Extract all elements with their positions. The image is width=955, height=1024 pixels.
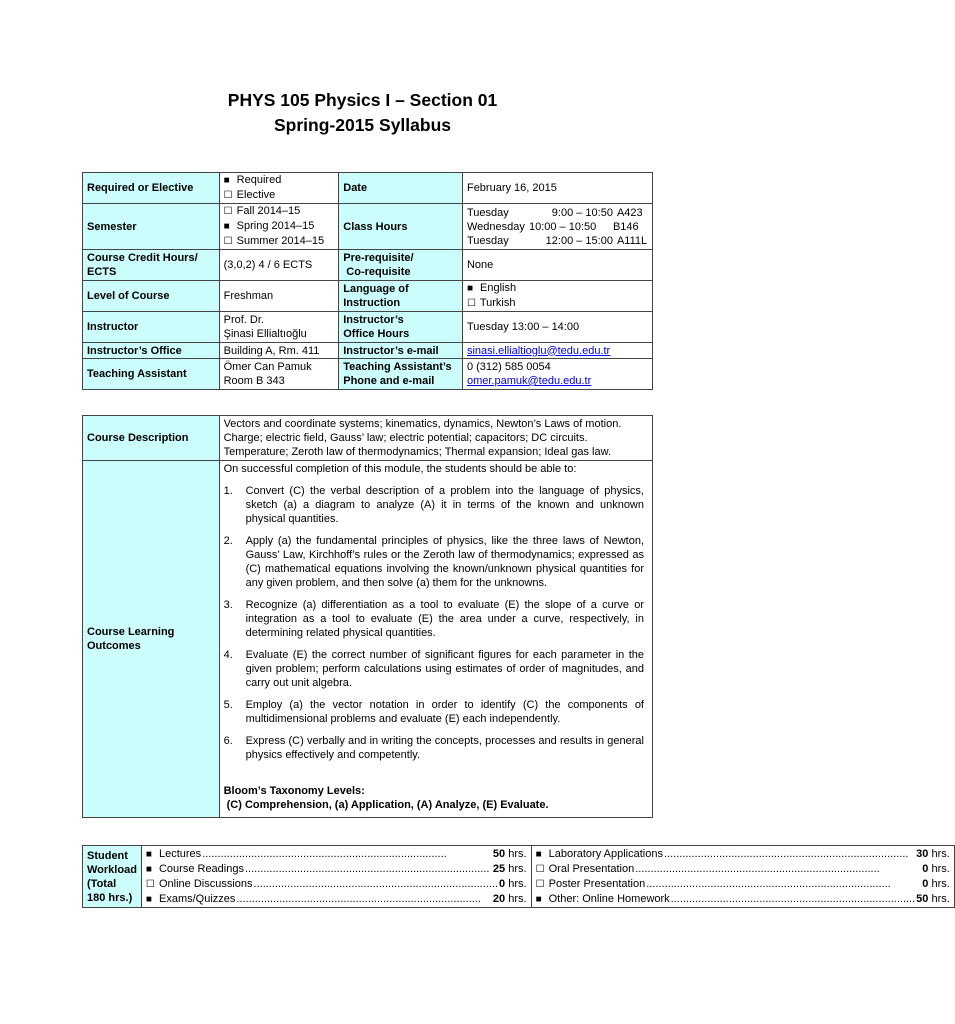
office-label: Instructor’s Office [83, 343, 220, 359]
required-elective-label: Required or Elective [83, 173, 220, 204]
workload-item: ■ Other: Online Homework ..... 50 hrs. [536, 892, 950, 907]
unchecked-box-icon: ☐ [535, 878, 545, 890]
office-hours-label-2: Office Hours [343, 328, 410, 340]
ta-name: Ömer Can Pamuk [223, 361, 312, 373]
semester-summer: Summer 2014–15 [236, 235, 325, 247]
ta-contact-label-2: Phone and e-mail [343, 375, 435, 387]
list-item: 1. Convert (C) the verbal description of a problem into the language of physics, sketch (a) a diagram to analyze (A) it in terms of the known and unknown physical quantities. [223, 485, 644, 525]
page-subtitle: Spring-2015 Syllabus [273, 115, 451, 135]
ta-label: Teaching Assistant [83, 359, 220, 390]
checked-box-icon: ■ [535, 848, 542, 860]
outcomes-label: Course Learning [87, 626, 175, 638]
class-time: 12:00 – 15:00 [545, 234, 613, 247]
bloom-title: Bloom’s Taxonomy Levels: [223, 785, 365, 797]
office-hours-label: Instructor’s [343, 314, 404, 326]
workload-label: Student [87, 849, 128, 862]
level-value: Freshman [219, 281, 339, 312]
language-turkish: Turkish [479, 297, 516, 309]
workload-item: ☐ Oral Presentation ..... 0 hrs. [536, 862, 950, 877]
list-item: 2. Apply (a) the fundamental principles of physics, like the three laws of Newton, Gauss’ Law, Kirchhoff’s rules or the Zeroth law of thermodynamics; expressed as (C) mathematical equations involving the known/unknown physical quantities for any given problem, and then solve (a) them for the unknowns. [223, 535, 644, 589]
unchecked-box-icon: ☐ [223, 190, 233, 201]
bloom-levels: (C) Comprehension, (a) Application, (A) Analyze, (E) Evaluate. [223, 799, 549, 811]
class-time: 10:00 – 10:50 [528, 220, 597, 233]
semester-spring: Spring 2014–15 [236, 220, 315, 232]
checked-box-icon: ■ [223, 175, 230, 186]
unchecked-box-icon: ☐ [466, 298, 476, 309]
level-label: Level of Course [83, 281, 220, 312]
checked-box-icon: ■ [466, 283, 474, 294]
outcomes-list [224, 484, 644, 762]
course-info-table [82, 172, 653, 390]
workload-label-2: Workload [87, 863, 137, 876]
course-content-table [82, 415, 653, 818]
list-item: 4. Evaluate (E) the correct number of significant figures for each parameter in the given problem; perform calculations using estimates of order of magnitudes, and carry out unit algebra. [223, 649, 644, 689]
list-item: 3. Recognize (a) differentiation as a tool to evaluate (E) the slope of a curve or integration as a tool to evaluate (E) the area under a curve, respectively, in determining related physical quantities. [223, 599, 644, 639]
date-value: February 16, 2015 [462, 173, 652, 204]
language-english: English [480, 282, 517, 294]
instructor-label: Instructor [83, 312, 220, 343]
course-description-label: Course Description [83, 416, 220, 461]
checked-box-icon: ■ [535, 893, 542, 905]
coreq-label: Co-requisite [343, 266, 411, 278]
outcomes-intro: On successful completion of this module, the students should be able to: [223, 463, 577, 475]
credit-label-2: ECTS [87, 266, 117, 278]
unchecked-box-icon: ☐ [535, 863, 545, 875]
office-value: Building A, Rm. 411 [219, 343, 339, 359]
list-item: 5. Employ (a) the vector notation in order to identify (C) the components of multidimensional problems and evaluate (E) each independently. [223, 699, 644, 725]
language-label-2: Instruction [343, 297, 401, 309]
class-day: Tuesday [466, 234, 509, 247]
ta-room: Room B 343 [223, 375, 285, 387]
list-item: 6. Express (C) verbally and in writing the concepts, processes and results in general physics effectively and competently. [223, 735, 644, 761]
checked-box-icon: ■ [145, 893, 152, 905]
description-line: Temperature; Zeroth law of thermodynamics; Thermal expansion; Ideal gas law. [223, 446, 612, 458]
workload-table [82, 845, 955, 908]
workload-item: ☐ Poster Presentation ..... 0 hrs. [536, 877, 950, 892]
credit-value: (3,0,2) 4 / 6 ECTS [219, 250, 339, 281]
checked-box-icon: ■ [145, 848, 152, 860]
workload-total: (Total 180 hrs.) [87, 877, 133, 904]
class-room: A423 [616, 206, 643, 219]
language-label: Language of [343, 283, 409, 295]
workload-item: ■ Lectures ..... 50 hrs. [146, 847, 527, 862]
unchecked-box-icon: ☐ [145, 878, 155, 890]
instructor-title: Prof. Dr. [223, 314, 264, 326]
instructor-name: Şinasi Ellialtıoğlu [223, 328, 307, 340]
workload-item: ■ Laboratory Applications ..... 30 hrs. [536, 847, 950, 862]
date-label: Date [339, 173, 463, 204]
checked-box-icon: ■ [145, 863, 152, 875]
checked-box-icon: ■ [223, 221, 230, 232]
semester-fall: Fall 2014–15 [236, 205, 301, 217]
page-title: PHYS 105 Physics I – Section 01 [227, 90, 498, 110]
outcomes-label-2: Outcomes [87, 640, 141, 652]
class-room: A111L [616, 234, 648, 247]
credit-label: Course Credit Hours/ [87, 252, 198, 264]
workload-item: ☐ Online Discussions ..... 0 hrs. [146, 877, 527, 892]
prereq-value: None [462, 250, 652, 281]
ta-email-link[interactable]: omer.pamuk@tedu.edu.tr [466, 375, 592, 387]
required-option: Required [236, 174, 282, 186]
email-label: Instructor’s e-mail [339, 343, 463, 359]
description-line: Charge; electric field, Gauss’ law; electric potential; capacitors; DC circuits. [223, 432, 588, 444]
ta-phone: 0 (312) 585 0054 [466, 361, 551, 373]
office-hours-value: Tuesday 13:00 – 14:00 [462, 312, 652, 343]
semester-label: Semester [83, 204, 220, 250]
class-room: B146 [612, 220, 639, 233]
description-line: Vectors and coordinate systems; kinematics, dynamics, Newton’s Laws of motion. [223, 418, 622, 430]
ta-contact-label: Teaching Assistant’s [343, 361, 452, 373]
unchecked-box-icon: ☐ [223, 206, 233, 217]
workload-item: ■ Exams/Quizzes ..... 20 hrs. [146, 892, 527, 907]
instructor-email-link[interactable]: sinasi.ellialtioglu@tedu.edu.tr [466, 344, 611, 357]
class-day: Wednesday [466, 220, 525, 233]
prereq-label: Pre-requisite/ [343, 252, 414, 264]
class-hours-label: Class Hours [339, 204, 463, 250]
elective-option: Elective [236, 189, 276, 201]
unchecked-box-icon: ☐ [223, 236, 233, 247]
workload-item: ■ Course Readings ..... 25 hrs. [146, 862, 527, 877]
class-time: 9:00 – 10:50 [551, 206, 613, 219]
class-day: Tuesday [466, 206, 509, 219]
